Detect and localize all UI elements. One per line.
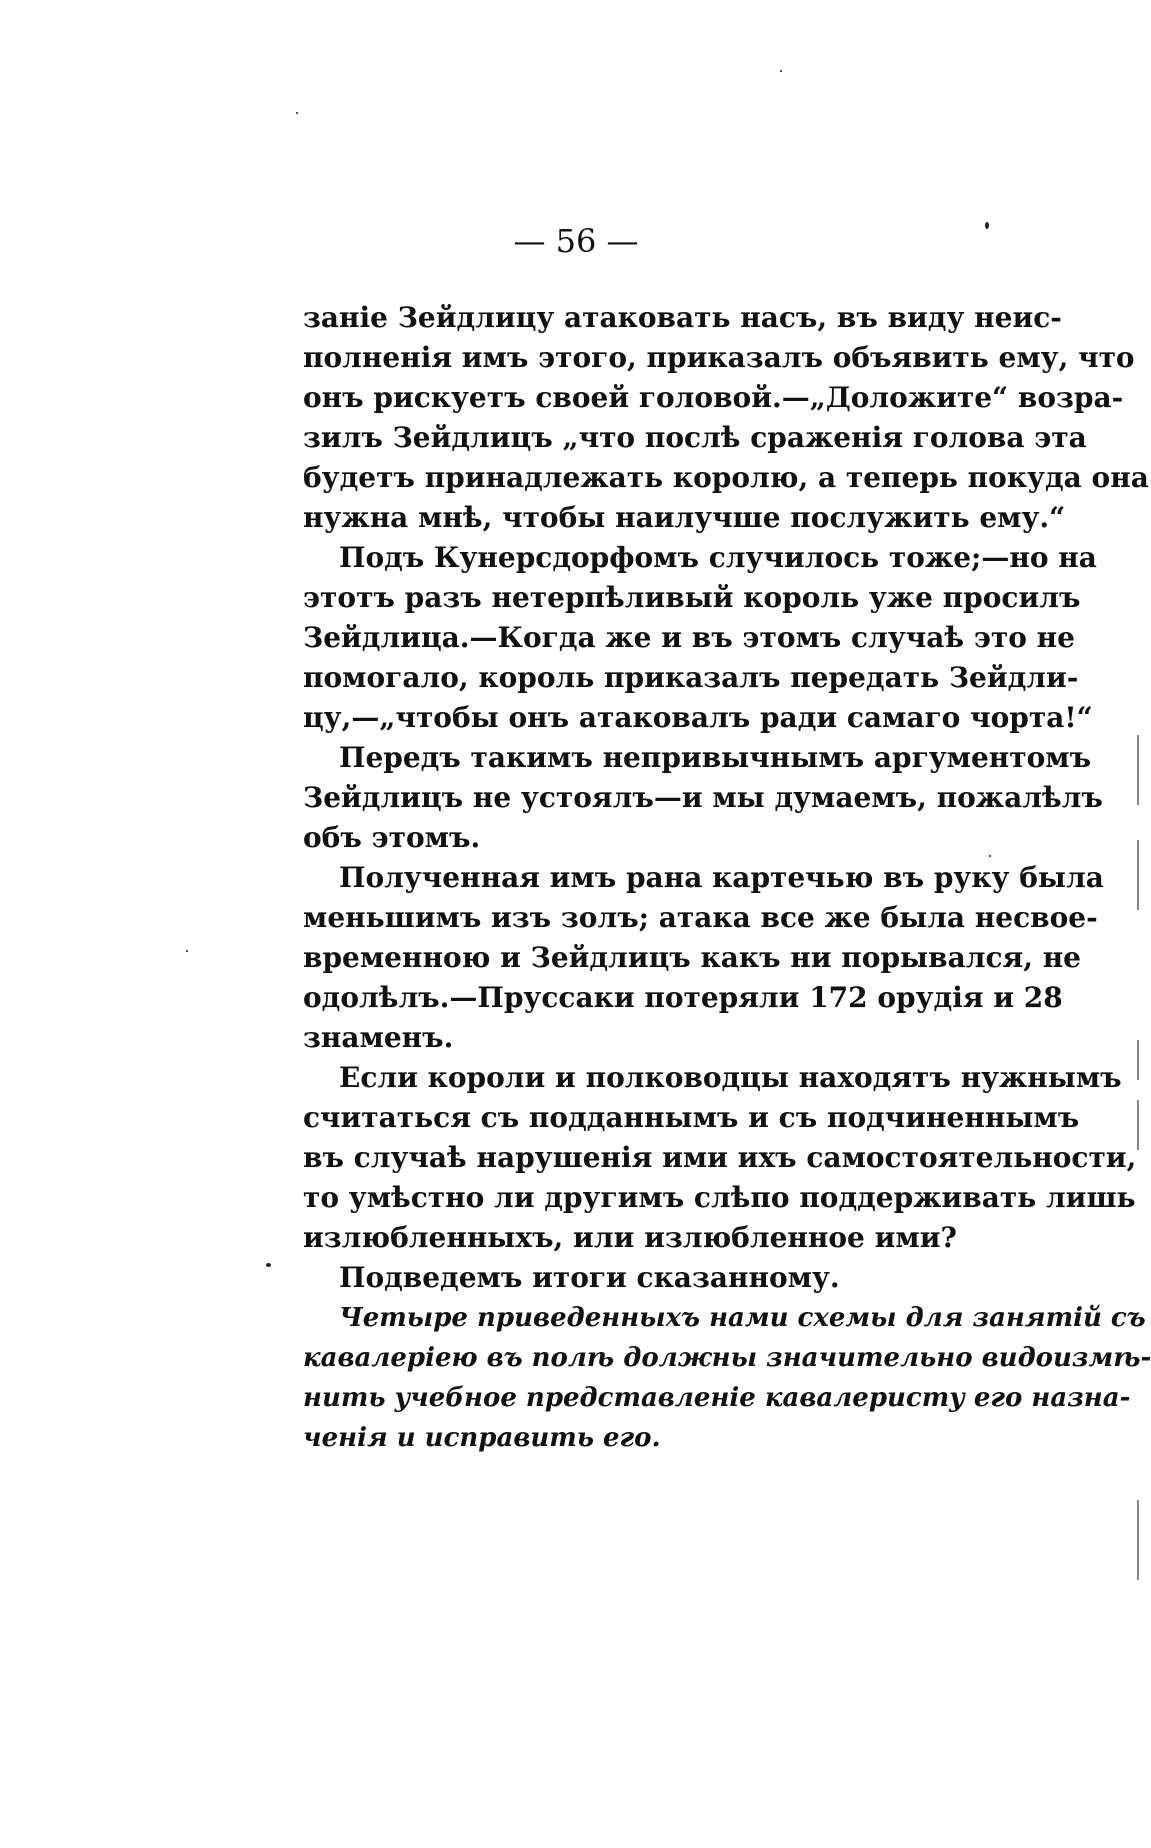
scan-speck — [266, 1263, 271, 1267]
italic-text-line: нить учебное представленіе кавалеристу его назна- — [303, 1383, 1131, 1413]
page-edge-mark — [1137, 1500, 1139, 1580]
page-edge-mark — [1137, 1100, 1139, 1150]
text-line: Зейдлицъ не устоялъ—и мы думаемъ, пожалѣлъ — [303, 781, 1103, 814]
text-line: одолѣлъ.—Пруссаки потеряли 172 орудія и 28 — [303, 981, 1063, 1014]
text-line: этотъ разъ нетерпѣливый король уже просилъ — [303, 581, 1081, 614]
text-line: Подведемъ итоги сказанному. — [339, 1261, 840, 1294]
text-line: онъ рискуетъ своей головой.—„Доложите“ возра- — [303, 381, 1124, 414]
text-line: Полученная имъ рана картечью въ руку была — [339, 861, 1104, 894]
text-line: въ случаѣ нарушенія ими ихъ самостоятельности, — [303, 1141, 1137, 1174]
text-line: заніе Зейдлицу атаковать насъ, въ виду неис- — [303, 301, 1062, 334]
scan-speck — [985, 222, 989, 229]
text-line: то умѣстно ли другимъ слѣпо поддерживать лишь — [303, 1181, 1136, 1214]
page-edge-mark — [1137, 840, 1139, 910]
text-line: объ этомъ. — [303, 821, 481, 854]
text-line: помогало, король приказалъ передать Зейдли- — [303, 661, 1079, 694]
text-line: Передъ такимъ непривычнымъ аргументомъ — [339, 741, 1092, 774]
italic-text-line: Четыре приведенныхъ нами схемы для занятій съ — [339, 1303, 1146, 1333]
page-edge-mark — [1137, 735, 1139, 805]
text-line: полненія имъ этого, приказалъ объявить ему, что — [303, 341, 1135, 374]
text-line: Подъ Кунерсдорфомъ случилось тоже;—но на — [339, 541, 1097, 574]
text-line: меньшимъ изъ золъ; атака все же была несвое- — [303, 901, 1098, 934]
scan-speck — [780, 70, 782, 72]
text-line: Если короли и полководцы находятъ нужнымъ — [339, 1061, 1122, 1094]
italic-text-line: кавалеріею въ полѣ должны значительно видоизмѣ- — [303, 1343, 1151, 1373]
italic-text-line: ченія и исправить его. — [303, 1423, 661, 1453]
scan-speck — [989, 855, 991, 857]
text-line: знаменъ. — [303, 1021, 454, 1054]
scan-speck — [296, 112, 298, 114]
text-line: цу,—„чтобы онъ атаковалъ ради самаго чорта!“ — [303, 701, 1093, 734]
text-line: излюбленныхъ, или излюбленное ими? — [303, 1221, 957, 1254]
text-line: зилъ Зейдлицъ „что послѣ сраженія голова эта — [303, 421, 1087, 454]
text-line: Зейдлица.—Когда же и въ этомъ случаѣ это не — [303, 621, 1075, 654]
scan-speck — [186, 950, 188, 952]
page-edge-mark — [1137, 1040, 1139, 1080]
text-line: будетъ принадлежать королю, а теперь покуда она — [303, 461, 1149, 494]
text-line: считаться съ подданнымъ и съ подчиненнымъ — [303, 1101, 1080, 1134]
page-number: — 56 — — [513, 222, 639, 260]
text-line: нужна мнѣ, чтобы наилучше послужить ему.“ — [303, 501, 1066, 534]
text-line: временною и Зейдлицъ какъ ни порывался, не — [303, 941, 1081, 974]
body-text — [303, 298, 1151, 1458]
